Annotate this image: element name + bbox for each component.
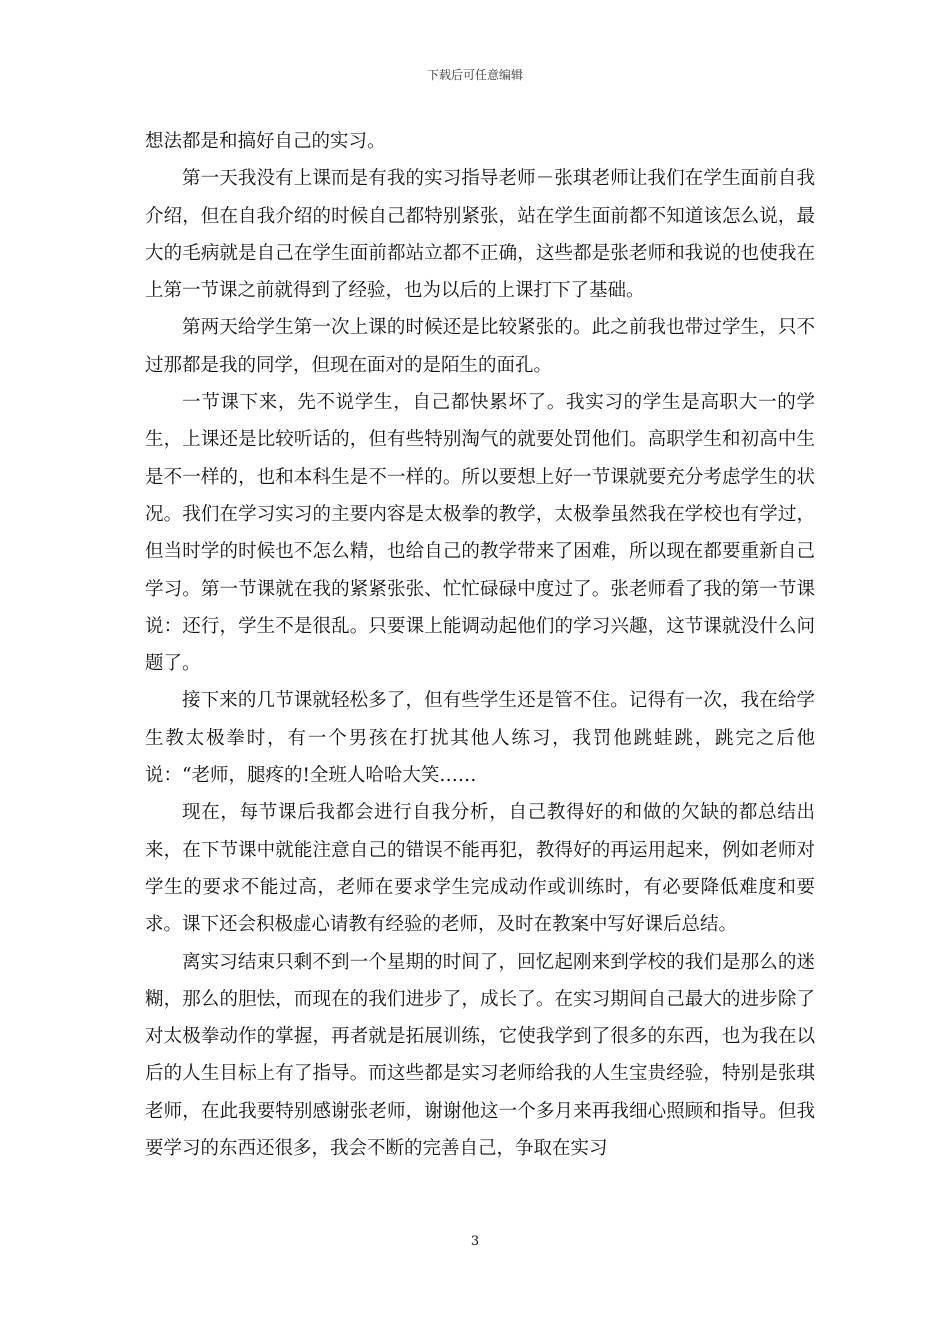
paragraph-5: 接下来的几节课就轻松多了，但有些学生还是管不住。记得有一次，我在给学生教太极拳时，有一个男孩在打扰其他人练习，我罚他跳蛙跳，跳完之后他说：“老师，腿疼的!全班人哈哈大笑…… — [145, 690, 815, 787]
page-number: 3 — [470, 1234, 480, 1249]
page-header: 下载后可任意编辑 — [426, 68, 523, 82]
paragraph-7: 离实习结束只剩不到一个星期的时间了，回忆起刚来到学校的我们是那么的迷糊，那么的胆怯，而现在的我们进步了，成长了。在实习期间自己最大的进步除了对太极拳动作的掌握，再者就是拓展训练，它使我学到了很多的东西，也为我在以后的人生目标上有了指导。而这些都是实习老师给我的人生宝贵经验，特别是张琪老师，在此我要特别感谢张老师，谢谢他这一个多月来再我细心照顾和指导。但我要学习的东西还很多，我会不断的完善自己，争取在实习 — [145, 951, 815, 1160]
document-body — [145, 123, 815, 1167]
paragraph-2: 第一天我没有上课而是有我的实习指导老师－张琪老师让我们在学生面前自我介绍，但在自我介绍的时候自己都特别紧张，站在学生面前都不知道该怎么说，最大的毛病就是自己在学生面前都站立都不正确，这些都是张老师和我说的也使我在上第一节课之前就得到了经验，也为以后的上课打下了基础。 — [145, 168, 815, 302]
paragraph-6: 现在，每节课后我都会进行自我分析，自己教得好的和做的欠缺的都总结出来，在下节课中就能注意自己的错误不能再犯，教得好的再运用起来，例如老师对学生的要求不能过高，老师在要求学生完成动作或训练时，有必要降低难度和要求。课下还会积极虚心请教有经验的老师，及时在教案中写好课后总结。 — [145, 802, 815, 936]
paragraph-1: 想法都是和搞好自己的实习。 — [145, 131, 386, 152]
paragraph-4: 一节课下来，先不说学生，自己都快累坏了。我实习的学生是高职大一的学生，上课还是比较听话的，但有些特别淘气的就要处罚他们。高职学生和初高中生是不一样的，也和本科生是不一样的。所以要想上好一节课就要充分考虑学生的状况。我们在学习实习的主要内容是太极拳的教学，太极拳虽然我在学校也有学过，但当时学的时候也不怎么精，也给自己的教学带来了困难，所以现在都要重新自己学习。第一节课就在我的紧紧张张、忙忙碌碌中度过了。张老师看了我的第一节课说：还行，学生不是很乱。只要课上能调动起他们的学习兴趣，这节课就没什么问题了。 — [145, 392, 815, 675]
paragraph-3: 第两天给学生第一次上课的时候还是比较紧张的。此之前我也带过学生，只不过那都是我的同学，但现在面对的是陌生的面孔。 — [145, 317, 815, 376]
